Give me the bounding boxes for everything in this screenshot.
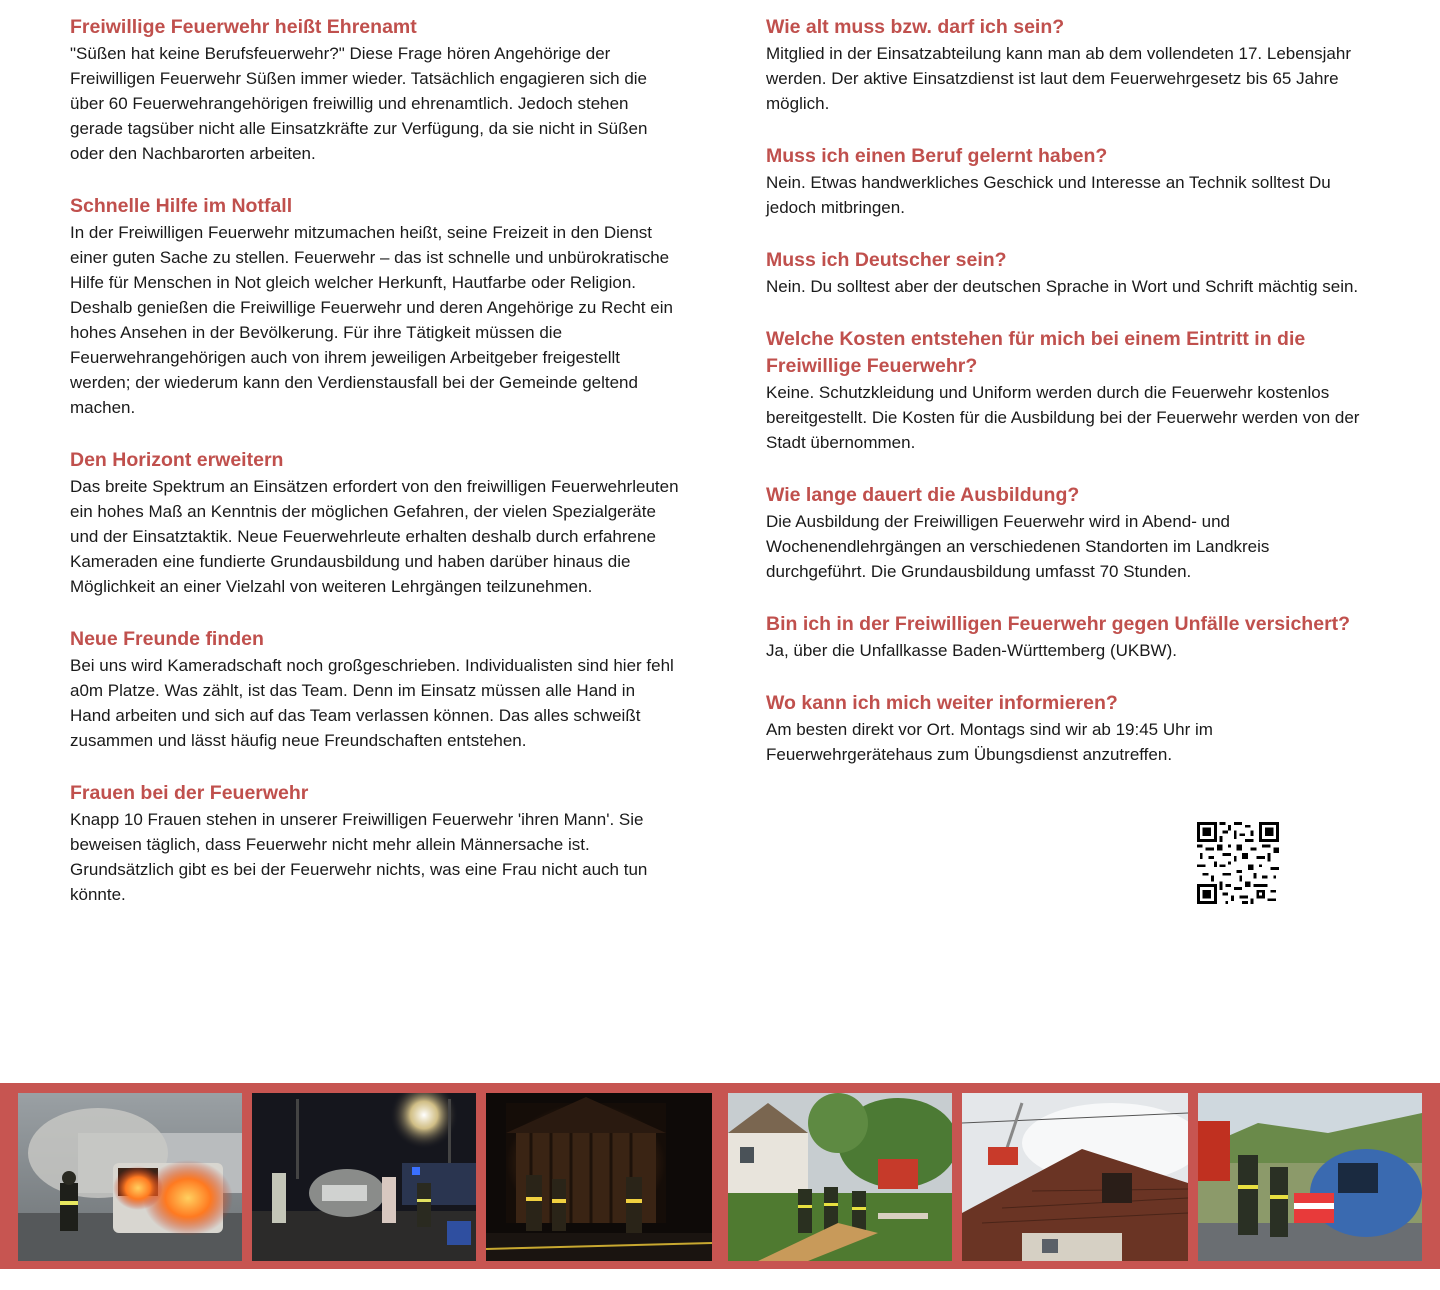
- faq-answer: Nein. Du solltest aber der deutschen Sprache in Wort und Schrift mächtig sein.: [766, 277, 1359, 296]
- burning-van-photo: [18, 1093, 242, 1261]
- faq-deutscher: [766, 247, 1370, 299]
- section-heading: Neue Freunde finden: [70, 628, 264, 650]
- faq-question: Wie alt muss bzw. darf ich sein?: [766, 16, 1065, 38]
- faq-answer: Die Ausbildung der Freiwilligen Feuerwehr wird in Abend- und Wochenendlehrgängen an verschiedenen Standorten im Landkreis durchgeführt. Die Grundausbildung umfasst 70 Stunden.: [766, 512, 1270, 581]
- faq-answer: Keine. Schutzkleidung und Uniform werden durch die Feuerwehr kostenlos bereitgestellt. Die Kosten für die Ausbildung bei der Feuerwehr werden von der Stadt übernommen.: [766, 383, 1360, 452]
- section-text: "Süßen hat keine Berufsfeuerwehr?" Diese Frage hören Angehörige der Freiwilligen Feuerwehr Süßen immer wieder. Tatsächlich engagieren sich die über 60 Feuerwehrangehörigen freiwillig und ehrenamtlich. Jedoch stehen gerade tagsüber nicht alle Einsatzkräfte zur Verfügung, da sie nicht in Süßen oder den Nachbarorten arbeiten.: [70, 44, 648, 163]
- faq-question: Muss ich einen Beruf gelernt haben?: [766, 145, 1108, 167]
- faq-versicherung: [766, 611, 1370, 663]
- section-freunde: [70, 626, 680, 753]
- faq-question: Wie lange dauert die Ausbildung?: [766, 484, 1080, 506]
- faq-answer: Ja, über die Unfallkasse Baden-Württemberg (UKBW).: [766, 641, 1177, 660]
- faq-answer: Am besten direkt vor Ort. Montags sind wir ab 19:45 Uhr im Feuerwehrgerätehaus zum Übungsdienst anzutreffen.: [766, 720, 1213, 764]
- section-text: In der Freiwilligen Feuerwehr mitzumachen heißt, seine Freizeit in den Dienst einer guten Sache zu stellen. Feuerwehr – das ist schnelle und unbürokratische Hilfe für Menschen in Not gleich welcher Herkunft, Hautfarbe oder Religion. Deshalb genießen die Freiwillige Feuerwehr und deren Angehörige zu Recht ein hohes Ansehen in der Bevölkerung. Für ihre Tätigkeit müssen die Feuerwehrangehörigen auch von ihrem jeweiligen Arbeitgeber freigestellt werden; der wiederum kann den Verdienstausfall bei der Gemeinde geltend machen.: [70, 223, 673, 417]
- section-text: Das breite Spektrum an Einsätzen erfordert von den freiwilligen Feuerwehrleuten ein hohes Maß an Kenntnis der möglichen Gefahren, der vielen Spezialgeräte und der Einsatztaktik. Neue Feuerwehrleute erhalten deshalb durch erfahrene Kameraden eine fundierte Grundausbildung und haben darüber hinaus die Möglichkeit an einer Vielzahl von weiteren Lehrgängen teilzunehmen.: [70, 477, 679, 596]
- faq-question: Wo kann ich mich weiter informieren?: [766, 692, 1118, 714]
- car-rescue-photo: [1198, 1093, 1422, 1261]
- faq-answer: Nein. Etwas handwerkliches Geschick und Interesse an Technik solltest Du jedoch mitbringen.: [766, 173, 1331, 217]
- faq-question: Muss ich Deutscher sein?: [766, 249, 1007, 271]
- section-heading: Frauen bei der Feuerwehr: [70, 782, 309, 804]
- night-barn-fire-photo: [486, 1093, 712, 1261]
- section-text: Bei uns wird Kameradschaft noch großgeschrieben. Individualisten sind hier fehl a0m Platze. Was zählt, ist das Team. Denn im Einsatz müssen alle Hand in Hand arbeiten und sich auf das Team verlassen können. Das alles schweißt zusammen und lässt häufig neue Freundschaften entstehen.: [70, 656, 674, 750]
- faq-beruf: [766, 143, 1370, 220]
- garden-rescue-photo: [728, 1093, 952, 1261]
- right-column: [766, 14, 1370, 794]
- photo-strip: [0, 1083, 1440, 1269]
- section-heading: Den Horizont erweitern: [70, 449, 284, 471]
- section-ehrenamt: [70, 14, 680, 166]
- faq-question: Bin ich in der Freiwilligen Feuerwehr gegen Unfälle versichert?: [766, 613, 1351, 635]
- qr-code-icon[interactable]: [1197, 822, 1279, 904]
- faq-kosten: [766, 326, 1370, 455]
- section-horizont: [70, 447, 680, 599]
- faq-question: Welche Kosten entstehen für mich bei einem Eintritt in die Freiwillige Feuerwehr?: [766, 328, 1306, 377]
- left-column: [70, 14, 680, 934]
- roof-fire-ladder-photo: [962, 1093, 1188, 1261]
- faq-alter: [766, 14, 1370, 116]
- section-schnelle-hilfe: [70, 193, 680, 420]
- section-heading: Schnelle Hilfe im Notfall: [70, 195, 293, 217]
- section-frauen: [70, 780, 680, 907]
- section-text: Knapp 10 Frauen stehen in unserer Freiwilligen Feuerwehr 'ihren Mann'. Sie beweisen täglich, dass Feuerwehr nicht mehr allein Männersache ist. Grundsätzlich gibt es bei der Feuerwehr nichts, was eine Frau nicht auch tun könnte.: [70, 810, 648, 904]
- faq-answer: Mitglied in der Einsatzabteilung kann man ab dem vollendeten 17. Lebensjahr werden. Der aktive Einsatzdienst ist laut dem Feuerwehrgesetz bis 65 Jahre möglich.: [766, 44, 1351, 113]
- section-heading: Freiwillige Feuerwehr heißt Ehrenamt: [70, 16, 417, 38]
- faq-informieren: [766, 690, 1370, 767]
- night-accident-photo: [252, 1093, 476, 1261]
- faq-ausbildung: [766, 482, 1370, 584]
